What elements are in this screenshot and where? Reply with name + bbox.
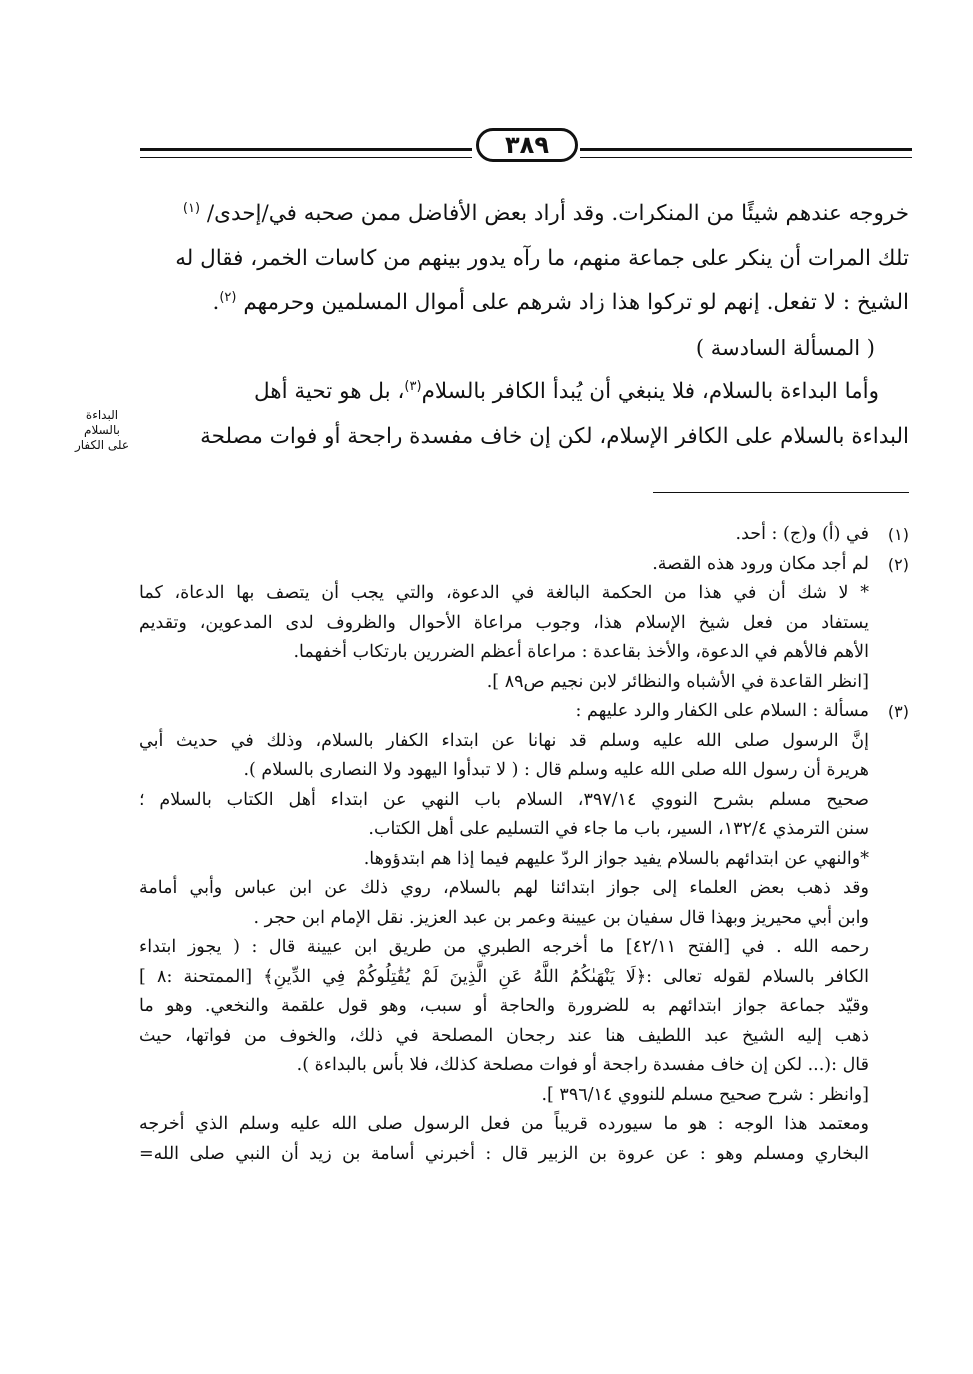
main-line-3	[139, 281, 909, 326]
footnote-line: *والنهي عن ابتدائهم بالسلام يفيد جواز الردّ عليهم فيما إذا هم ابتدؤوها.	[363, 848, 869, 869]
main-line-5	[139, 370, 909, 415]
main-line-5-text-b: ، بل هو تحية أهل	[253, 379, 405, 404]
footnote-line: وقد ذهب بعض العلماء إلى جواز ابتدائنا لهم بالسلام، روي ذلك عن ابن عباس وأبي أمامة	[139, 878, 869, 898]
footnote-ref-1: (١)	[182, 200, 201, 216]
footnote-line: رحمه الله . في [الفتح ٤٢/١١] ما أخرجه الطبري من طريق ابن عيينة قال : ( يجوز ابتداء	[139, 937, 870, 957]
footnote-number: (٢)	[887, 554, 909, 574]
footnote-line: مسألة : السلام على الكفار والرد عليهم :	[575, 701, 869, 721]
footnote-2	[139, 550, 909, 698]
footnote-line: ذهب إليه الشيخ عبد اللطيف هنا عند رجحان المصلحة في ذلك، والخوف من فواتها، حيث	[139, 1025, 869, 1046]
footnote-number: (٣)	[887, 702, 909, 721]
footnote-line: لم أجد مكان ورود هذه القصة.	[652, 553, 869, 574]
footnote-line: وابن أبي محيريز وبهذا قال سفيان بن عيينة وعمر بن عبد العزيز. نقل الإمام ابن حجر .	[253, 907, 869, 928]
footnote-line: [انظر القاعدة في الأشباه والنظائر لابن نجيم ص٨٩ ].	[486, 671, 869, 692]
page-header	[140, 122, 912, 168]
main-line-1-text: خروجه عندهم شيئًا من المنكرات. وقد أراد بعض الأفاضل ممن صحبه في/إحدى/	[206, 201, 909, 226]
footnote-line: [وانظر : شرح صحيح مسلم للنووي ٣٩٦/١٤ ].	[541, 1084, 869, 1105]
footnote-line: وقيّد جماعة جواز ابتدائهم به للضرورة والحاجة أو سبب، وهو قول علقمة والنخعي. وهو ما	[139, 996, 869, 1016]
footnote-line: سنن الترمذي ١٣٢/٤، السير، باب ما جاء في التسليم على أهل الكتاب.	[368, 819, 869, 839]
main-line-2: تلك المرات أن ينكر على جماعة منهم، ما رآه يدور بينهم من كاسات الخمر، فقال له	[175, 245, 909, 271]
footnote-line: قال :(... لكن إن خاف مفسدة راجحة أو فوات مصلحة كذلك، فلا بأس بالبداءة ).	[296, 1055, 869, 1075]
footnote-line: صحيح مسلم بشرح النووي ٣٩٧/١٤، السلام باب النهي عن ابتداء أهل الكتاب بالسلام ؛	[139, 789, 869, 810]
footnote-3	[139, 697, 909, 1169]
footnote-line: هريرة أن رسول الله صلى الله عليه وسلم قال : ( لا تبدأوا اليهود ولا النصارى بالسلام ).	[243, 760, 869, 780]
main-line-6: البداءة بالسلام على الكافر الإسلام، لكن إن خاف مفسدة راجحة أو فوات مصلحة	[200, 423, 909, 449]
margin-note-line-2: بالسلام	[84, 423, 120, 437]
main-text	[139, 192, 909, 459]
margin-note-line-1: البداءة	[85, 408, 119, 422]
main-line-1	[139, 192, 909, 237]
margin-note	[63, 408, 141, 453]
footnote-number: (١)	[887, 525, 909, 544]
footnote-1	[139, 520, 909, 550]
footnote-line: البخاري ومسلم وهو : عن عروة بن الزبير قال : أخبرني أسامة بن زيد أن النبي صلى الله=	[139, 1143, 869, 1164]
footnote-ref-2: (٢)	[219, 289, 237, 305]
main-line-3-end: .	[212, 290, 220, 315]
main-line-5-text-a: وأما البداءة بالسلام، فلا ينبغي أن يُبدأ الكافر بالسلام	[421, 379, 879, 404]
footnote-line: الكافر بالسلام لقوله تعالى :﴿لَا يَنْهَىٰكُمُ اللَّهُ عَنِ الَّذِينَ لَمْ يُقَٰتِلُوكُمْ فِي الدِّينِ﴾ [الممتحنة :٨ ]	[139, 966, 869, 987]
section-heading: ( المسألة السادسة )	[695, 335, 875, 360]
margin-note-line-3: على الكفار	[74, 438, 130, 452]
main-line-3-text: الشيخ : لا تفعل. إنهم لو تركوا هذا زاد شرهم على أموال المسلمين وحرمهم	[243, 290, 909, 315]
header-rule-left	[140, 148, 472, 158]
footnote-line: في (أ) و(ج) : أحد.	[735, 524, 869, 544]
footnote-line: ومعتمد هذا الوجه : هو ما سيورده قريباً من فعل الرسول صلى الله عليه وسلم الذي أخرجه	[139, 1114, 869, 1134]
footnote-line: * لا شك أن في هذا من الحكمة البالغة في الدعوة، والتي يجب أن يتصف بها الدعاة، كما	[139, 583, 869, 603]
footnote-line: يستفاد من فعل شيخ الإسلام هذا، وجوب مراعاة الأحوال والظروف لدى المدعوين، وتقديم	[139, 612, 869, 633]
footnote-line: الأهم فالأهم في الدعوة، والأخذ بقاعدة : مراعاة أعظم الضررين بارتكاب أخفهما.	[293, 642, 869, 662]
footnotes	[139, 520, 909, 1169]
footnote-line: إنَّ الرسول صلى الله عليه وسلم قد نهانا عن ابتداء الكفار بالسلام، وذلك في حديث أبي	[139, 730, 869, 751]
header-rule-right	[580, 148, 912, 158]
footnote-separator	[653, 492, 909, 493]
footnote-ref-3: (٣)	[404, 378, 422, 394]
page-number: ٣٨٩	[476, 128, 578, 162]
